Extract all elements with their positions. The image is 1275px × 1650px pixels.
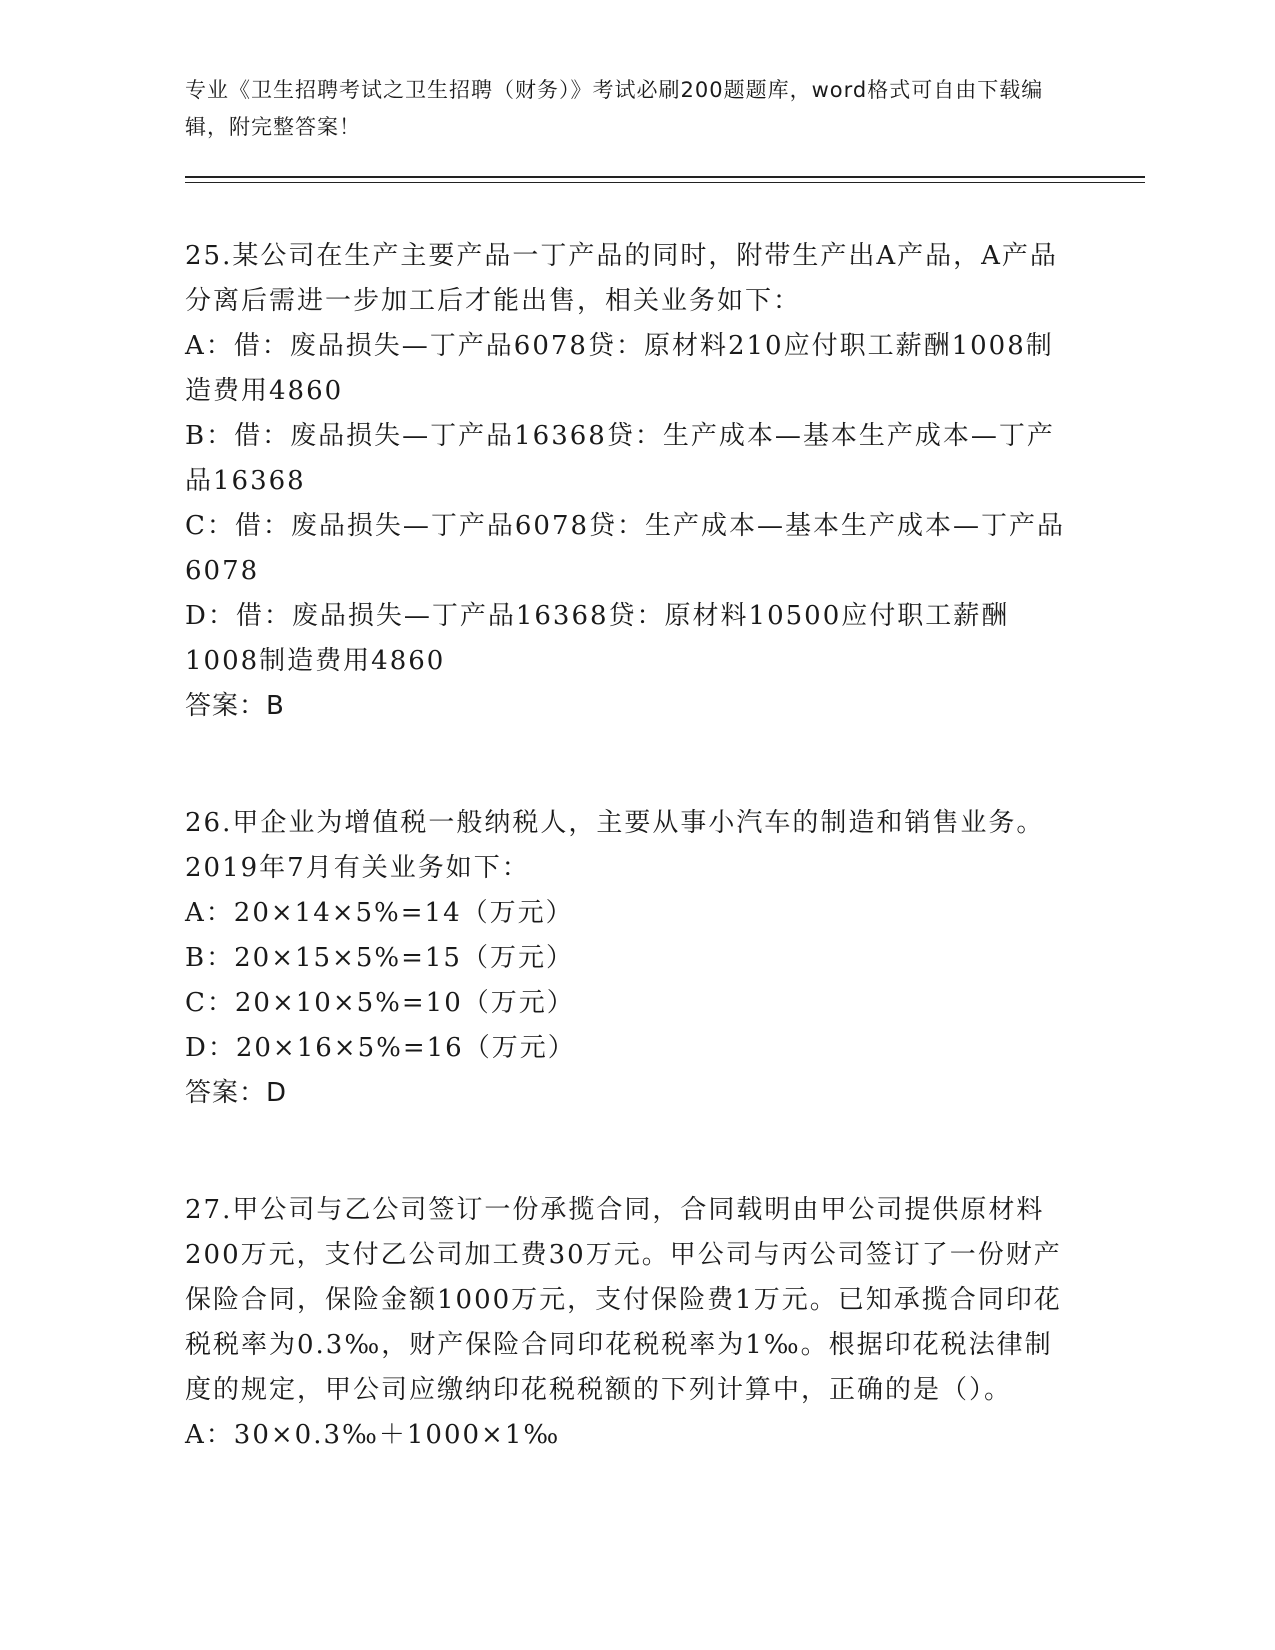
option-c: C：20×10×5%=10（万元） (185, 988, 575, 1018)
question-26 (185, 801, 1075, 1116)
document-header: 专业《卫生招聘考试之卫生招聘（财务）》考试必刷200题题库，word格式可自由下载编辑，附完整答案！ (185, 78, 1044, 139)
option-d: D：借：废品损失—丁产品16368贷：原材料10500应付职工薪酬1008制造费用4860 (185, 601, 1010, 676)
question-25 (185, 234, 1075, 729)
header-rule-thick (185, 176, 1145, 178)
option-a: A：20×14×5%=14（万元） (185, 898, 574, 928)
question-gap (185, 1116, 1075, 1188)
answer-line: 答案：B (185, 691, 285, 721)
option-d: D：20×16×5%=16（万元） (185, 1033, 576, 1063)
question-gap (185, 729, 1075, 801)
answer-line: 答案：D (185, 1078, 288, 1108)
question-27 (185, 1188, 1075, 1458)
option-a: A：借：废品损失—丁产品6078贷：原材料210应付职工薪酬1008制造费用4860 (185, 331, 1054, 406)
option-b: B：20×15×5%=15（万元） (185, 943, 574, 973)
option-c: C：借：废品损失—丁产品6078贷：生产成本—基本生产成本—丁产品6078 (185, 511, 1066, 586)
option-a: A：30×0.3‰＋1000×1‰ (185, 1420, 561, 1450)
question-list (185, 234, 1075, 1458)
question-stem: 25.某公司在生产主要产品一丁产品的同时，附带生产出A产品，A产品分离后需进一步加工后才能出售，相关业务如下： (185, 241, 1058, 316)
question-stem: 26.甲企业为增值税一般纳税人，主要从事小汽车的制造和销售业务。2019年7月有关业务如下： (185, 808, 1045, 883)
header-rule-thin (185, 182, 1145, 183)
option-b: B：借：废品损失—丁产品16368贷：生产成本—基本生产成本—丁产品16368 (185, 421, 1055, 496)
question-stem: 27.甲公司与乙公司签订一份承揽合同，合同载明由甲公司提供原材料200万元，支付乙公司加工费30万元。甲公司与丙公司签订了一份财产保险合同，保险金额1000万元，支付保险费1万元。已知承揽合同印花税税率为0.3‰，财产保险合同印花税税率为1‰。根据印花税法律制度的规定，甲公司应缴纳印花税税额的下列计算中，正确的是（）。 (185, 1195, 1062, 1405)
